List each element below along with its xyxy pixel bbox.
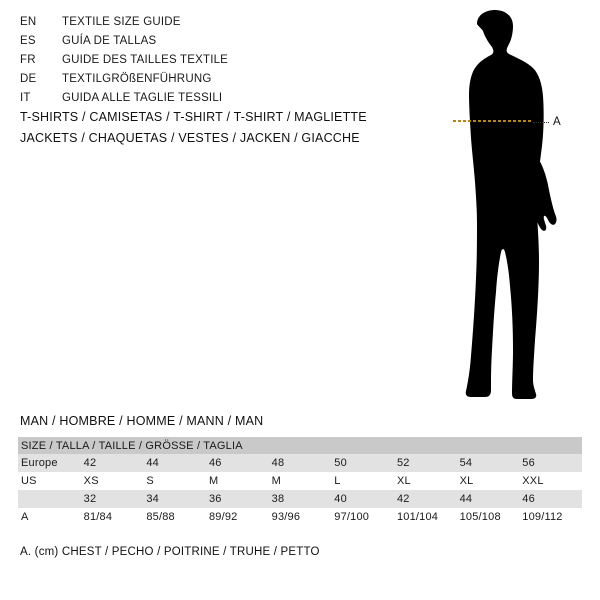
language-code: ES: [20, 35, 36, 47]
male-silhouette-icon: [405, 10, 595, 410]
cell: M: [269, 472, 332, 490]
figure-container: [405, 10, 595, 410]
footnote: A. (cm) CHEST / PECHO / POITRINE / TRUHE / PETTO: [20, 546, 320, 558]
cell: 40: [331, 490, 394, 508]
language-text: TEXTILGRÖßENFÜHRUNG: [62, 73, 212, 85]
cell: 89/92: [206, 508, 269, 526]
language-code: FR: [20, 54, 36, 66]
cell: 97/100: [331, 508, 394, 526]
category-list: [20, 110, 420, 152]
cell: 54: [457, 454, 520, 472]
row-label: US: [18, 472, 81, 490]
cell: S: [143, 472, 206, 490]
language-list: [20, 16, 400, 111]
category-jackets: JACKETS / CHAQUETAS / VESTES / JACKEN / GIACCHE: [20, 131, 360, 145]
language-row: [20, 54, 400, 73]
cell: 81/84: [81, 508, 144, 526]
language-text: GUIDE DES TAILLES TEXTILE: [62, 54, 229, 66]
language-text: TEXTILE SIZE GUIDE: [62, 16, 181, 28]
language-row: [20, 73, 400, 92]
cell: 85/88: [143, 508, 206, 526]
size-table: [18, 437, 582, 526]
table-row: [18, 472, 582, 490]
cell: 36: [206, 490, 269, 508]
cell: 50: [331, 454, 394, 472]
language-code: IT: [20, 92, 31, 104]
cell: L: [331, 472, 394, 490]
language-code: DE: [20, 73, 37, 85]
table-row: [18, 490, 582, 508]
cell: 42: [81, 454, 144, 472]
cell: XL: [457, 472, 520, 490]
cell: XS: [81, 472, 144, 490]
measure-label-a: A: [553, 116, 561, 128]
table-header-label: SIZE / TALLA / TAILLE / GRÖSSE / TAGLIA: [18, 437, 582, 454]
cell: 109/112: [519, 508, 582, 526]
cell: 38: [269, 490, 332, 508]
row-label: [18, 490, 81, 508]
row-label: A: [18, 508, 81, 526]
size-table-container: [18, 437, 582, 526]
language-code: EN: [20, 16, 37, 28]
cell: 105/108: [457, 508, 520, 526]
table-row: [18, 508, 582, 526]
cell: 93/96: [269, 508, 332, 526]
cell: 101/104: [394, 508, 457, 526]
cell: 34: [143, 490, 206, 508]
row-label: Europe: [18, 454, 81, 472]
measure-leader-line: [533, 122, 549, 123]
cell: 56: [519, 454, 582, 472]
cell: 52: [394, 454, 457, 472]
cell: XL: [394, 472, 457, 490]
cell: 44: [143, 454, 206, 472]
language-row: [20, 92, 400, 111]
table-title: MAN / HOMBRE / HOMME / MANN / MAN: [20, 414, 264, 428]
language-row: [20, 16, 400, 35]
cell: 32: [81, 490, 144, 508]
cell: 44: [457, 490, 520, 508]
language-text: GUIDA ALLE TAGLIE TESSILI: [62, 92, 223, 104]
cell: 48: [269, 454, 332, 472]
cell: 46: [519, 490, 582, 508]
cell: 42: [394, 490, 457, 508]
cell: 46: [206, 454, 269, 472]
cell: M: [206, 472, 269, 490]
table-row: [18, 454, 582, 472]
language-text: GUÍA DE TALLAS: [62, 35, 157, 47]
category-tshirts: T-SHIRTS / CAMISETAS / T-SHIRT / T-SHIRT / MAGLIETTE: [20, 110, 367, 124]
table-header-row: [18, 437, 582, 454]
cell: XXL: [519, 472, 582, 490]
language-row: [20, 35, 400, 54]
